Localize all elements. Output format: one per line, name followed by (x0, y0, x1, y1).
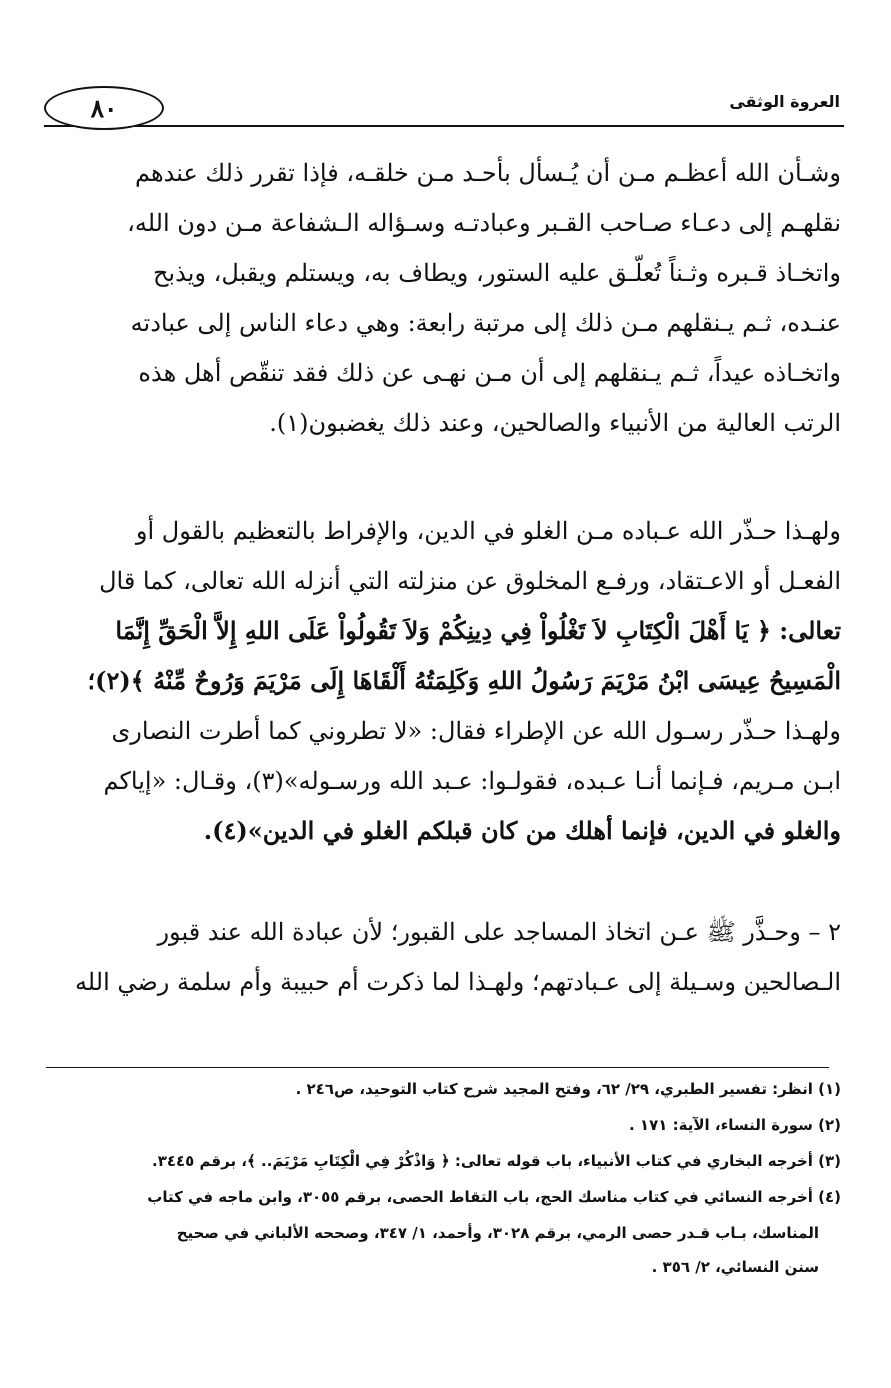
footnote-3: (٣) أخرجه البخاري في كتاب الأنبياء، باب قوله تعالى: ﴿ وَاذْكُرْ فِي الْكِتَابِ مَرْيَمَ.. ﴾، برقم ٣٤٤٥. (151, 1152, 841, 1170)
book-title: العروة الوثقى (729, 92, 840, 111)
text-line: الـصالحين وسـيلة إلى عـبادتهم؛ ولهـذا لما ذكرت أم حبيبة وأم سلمة رضي الله (74, 968, 841, 996)
footnote-4-continued: المناسك، بـاب قـدر حصى الرمي، برقم ٣٠٢٨، وأحمد، ١/ ٣٤٧، وصححه الألباني في صحيح (176, 1224, 819, 1242)
text-line: نقلهـم إلى دعـاء صـاحب القـبر وعبادتـه وسـؤاله الـشفاعة مـن دون الله، (127, 209, 841, 237)
footnote-4-continued: سنن النسائي، ٢/ ٣٥٦ . (651, 1258, 819, 1276)
text-line: عنـده، ثـم يـنقلهم مـن ذلك إلى مرتبة رابعة: وهي دعاء الناس إلى عبادته (130, 309, 841, 337)
text-line: الرتب العالية من الأنبياء والصالحين، وعند ذلك يغضبون(١). (269, 409, 841, 437)
text-line: ولهـذا حـذّر الله عـباده مـن الغلو في الدين، والإفراط بالتعظيم بالقول أو (135, 517, 841, 545)
paragraph-1 (48, 148, 841, 448)
page-header (44, 84, 844, 130)
quran-verse-line: تعالى: ﴿ يَا أَهْلَ الْكِتَابِ لاَ تَغْلُواْ فِي دِينِكُمْ وَلاَ تَقُولُواْ عَلَى اللهِ إِلاَّ الْحَقِّ إِنَّمَا (115, 616, 841, 645)
footnotes (48, 1072, 841, 1284)
page-number: ٨٠ (44, 86, 164, 130)
header-rule (44, 125, 844, 127)
text-line: ولهـذا حـذّر رسـول الله عن الإطراء فقال: «لا تطروني كما أطرت النصارى (111, 717, 841, 745)
footnote-1: (١) انظر: تفسير الطبري، ٢٩/ ٦٢، وفتح المجيد شرح كتاب التوحيد، ص٢٤٦ . (295, 1080, 841, 1098)
footnote-separator (46, 1067, 829, 1068)
text-line: واتخـاذ قـبره وثـناً تُعلّـق عليه الستور، ويطاف به، ويستلم ويقبل، ويذبح (152, 259, 841, 287)
text-line: ٢ – وحـذَّر ﷺ عـن اتخاذ المساجد على القبور؛ لأن عبادة الله عند قبور (157, 918, 841, 946)
footnote-4: (٤) أخرجه النسائي في كتاب مناسك الحج، باب التقاط الحصى، برقم ٣٠٥٥، وابن ماجه في كتاب (147, 1188, 841, 1206)
quran-verse-line: الْمَسِيحُ عِيسَى ابْنُ مَرْيَمَ رَسُولُ اللهِ وَكَلِمَتُهُ أَلْقَاهَا إِلَى مَرْيَمَ وَرُوحٌ مِّنْهُ ﴾(٢)؛ (87, 666, 841, 695)
paragraph-2 (48, 506, 841, 856)
footnote-2: (٢) سورة النساء، الآية: ١٧١ . (629, 1116, 841, 1134)
paragraph-3 (48, 907, 841, 1007)
hadith-line: والغلو في الدين، فإنما أهلك من كان قبلكم الغلو في الدين»(٤). (203, 816, 841, 845)
text-line: واتخـاذه عيداً، ثـم يـنقلهم إلى أن مـن نهـى عن ذلك فقد تنقّص أهل هذه (138, 359, 841, 387)
text-line: الفعـل أو الاعـتقاد، ورفـع المخلوق عن منزلته التي أنزله الله تعالى، كما قال (99, 567, 841, 595)
text-line: ابـن مـريم، فـإنما أنـا عـبده، فقولـوا: عـبد الله ورسـوله»(٣)، وقـال: «إياكم (103, 767, 841, 795)
text-line: وشـأن الله أعظـم مـن أن يُـسأل بأحـد مـن خلقـه، فإذا تقرر ذلك عندهم (135, 159, 841, 187)
